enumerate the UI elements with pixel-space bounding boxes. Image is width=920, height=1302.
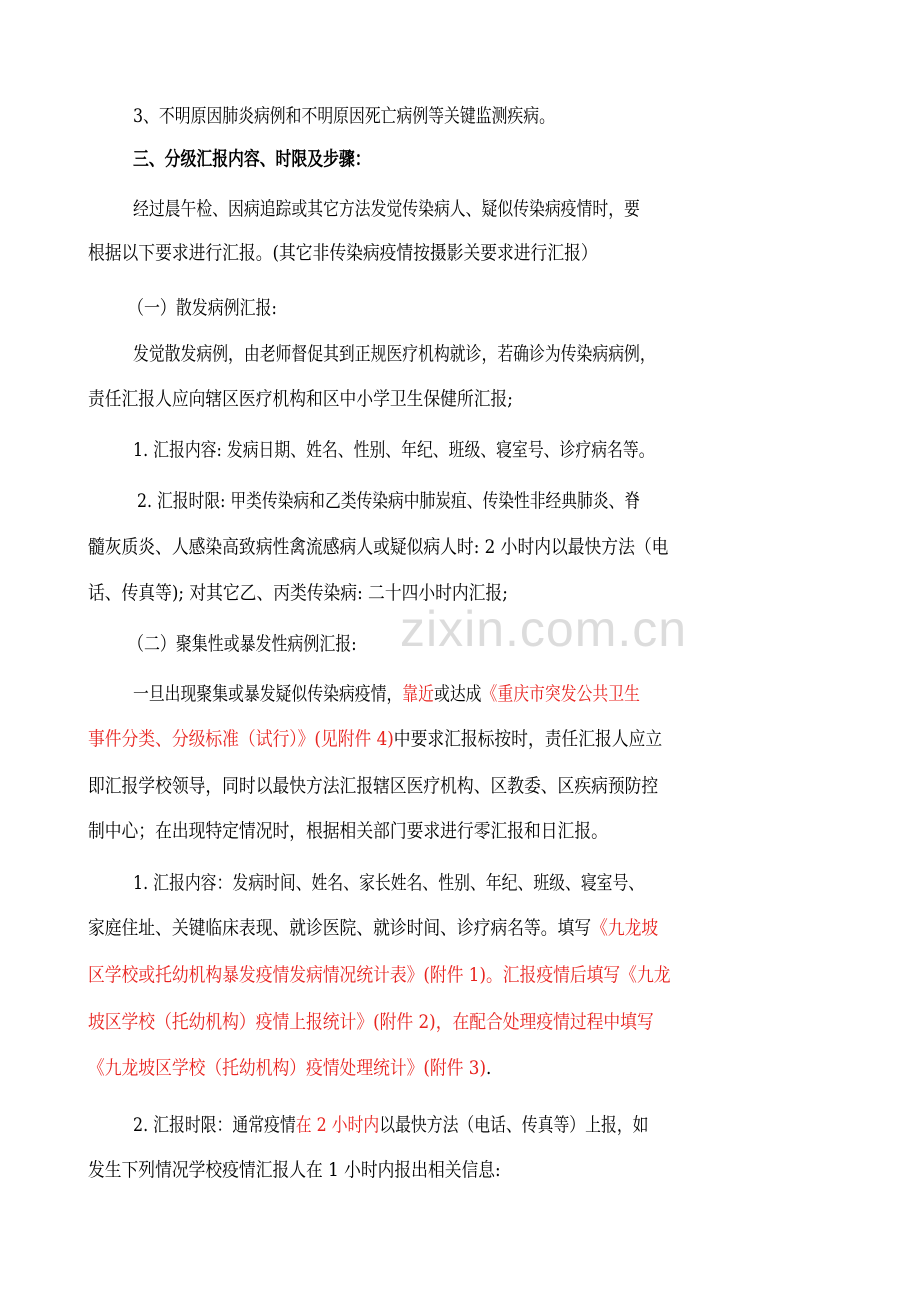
watermark: zixin.com.cn (400, 601, 688, 657)
text-run: 中要求汇报标按时，责任汇报人应立 (393, 728, 663, 750)
text-run: 发生下列情况学校疫情汇报人在 1 小时内报出相关信息: (88, 1159, 501, 1181)
text-run: 1. 汇报内容: 发病日期、姓名、性别、年纪、班级、寝室号、诊疗病名等。 (133, 439, 655, 461)
highlighted-text: 区学校或托幼机构暴发疫情发病情况统计表》(附件 1)。汇报疫情后填写《九龙 (88, 964, 671, 986)
text-run: 发觉散发病例，由老师督促其到正规医疗机构就诊，若确诊为传染病病例， (133, 343, 656, 365)
cluster-content-line-3 (88, 961, 900, 989)
cluster-content-line-2 (88, 914, 900, 942)
cluster-content-line-1 (133, 869, 900, 897)
text-run: 三、分级汇报内容、时限及步骤： (133, 148, 371, 170)
text-run: 2. 汇报时限：通常疫情 (133, 1114, 296, 1136)
highlighted-text: 《重庆市突发公共卫生 (481, 683, 640, 705)
report-time-limit-line-1 (137, 487, 900, 515)
highlighted-text: 坡区学校（托幼机构）疫情上报统计》(附件 2)，在配合处理疫情过程中填写 (88, 1011, 654, 1033)
highlighted-text: 在 2 小时内 (295, 1114, 380, 1136)
text-run: 2. 汇报时限: 甲类传染病和乙类传染病中肺炭疽、传染性非经典肺炎、脊 (137, 490, 641, 512)
highlighted-text: 事件分类、分级标准（试行）》(见附件 4) (88, 728, 394, 750)
highlighted-text: 《九龙坡区学校（托幼机构）疫情处理统计》(附件 3) (88, 1057, 487, 1079)
text-run: 制中心；在出现特定情况时，根据相关部门要求进行零汇报和日汇报。 (88, 820, 608, 842)
text-run: 髓灰质炎、人感染高致病性禽流感病人或疑似病人时: 2 小时内以最快方法（电 (88, 536, 669, 558)
report-time-limit-line-2 (88, 533, 900, 561)
text-run: （二）聚集性或暴发性病例汇报: (128, 633, 357, 655)
report-content-1 (133, 436, 900, 464)
subsection-2-heading (128, 630, 900, 658)
text-run: . (486, 1057, 492, 1079)
text-run: 话、传真等); 对其它乙、丙类传染病: 二十四小时内汇报; (88, 582, 508, 604)
text-run: 或达成 (433, 683, 482, 705)
cluster-time-limit-line-2 (88, 1156, 900, 1184)
intro-paragraph-line-1 (133, 195, 900, 223)
highlighted-text: 《九龙坡 (591, 917, 659, 939)
text-run: 责任汇报人应向辖区医疗机构和区中小学卫生保健所汇报; (88, 388, 513, 410)
text-run: 3、不明原因肺炎病例和不明原因死亡病例等关键监测疾病。 (133, 105, 555, 127)
text-run: 根据以下要求进行汇报。(其它非传染病疫情按摄影关要求进行汇报） (88, 242, 598, 264)
cluster-paragraph-line-3 (88, 772, 900, 800)
cluster-paragraph-line-2 (88, 725, 900, 753)
subsection-1-heading (128, 294, 900, 322)
cluster-paragraph-line-4 (88, 817, 900, 845)
section-heading-3 (133, 145, 900, 173)
line-item-3 (133, 102, 900, 130)
report-time-limit-line-3 (88, 579, 900, 607)
cluster-content-line-5 (88, 1054, 900, 1082)
text-run: 一旦出现聚集或暴发疑似传染病疫情， (133, 683, 403, 705)
text-run: 以最快方法（电话、传真等）上报，如 (379, 1114, 649, 1136)
intro-paragraph-line-2 (88, 239, 900, 267)
text-run: 经过晨午检、因病追踪或其它方法发觉传染病人、疑似传染病疫情时，要 (133, 198, 640, 220)
sporadic-paragraph-line-2 (88, 385, 900, 413)
cluster-time-limit-line-1 (133, 1111, 900, 1139)
text-run: 家庭住址、关键临床表现、就诊医院、就诊时间、诊疗病名等。填写 (88, 917, 592, 939)
sporadic-paragraph-line-1 (133, 340, 900, 368)
text-run: 1. 汇报内容：发病时间、姓名、家长姓名、性别、年纪、班级、寝室号、 (133, 872, 645, 894)
highlighted-text: 靠近 (402, 683, 434, 705)
cluster-content-line-4 (88, 1008, 900, 1036)
cluster-paragraph-line-1 (133, 680, 900, 708)
text-run: （一）散发病例汇报: (128, 297, 277, 319)
text-run: 即汇报学校领导，同时以最快方法汇报辖区医疗机构、区教委、区疾病预防控 (88, 775, 659, 797)
